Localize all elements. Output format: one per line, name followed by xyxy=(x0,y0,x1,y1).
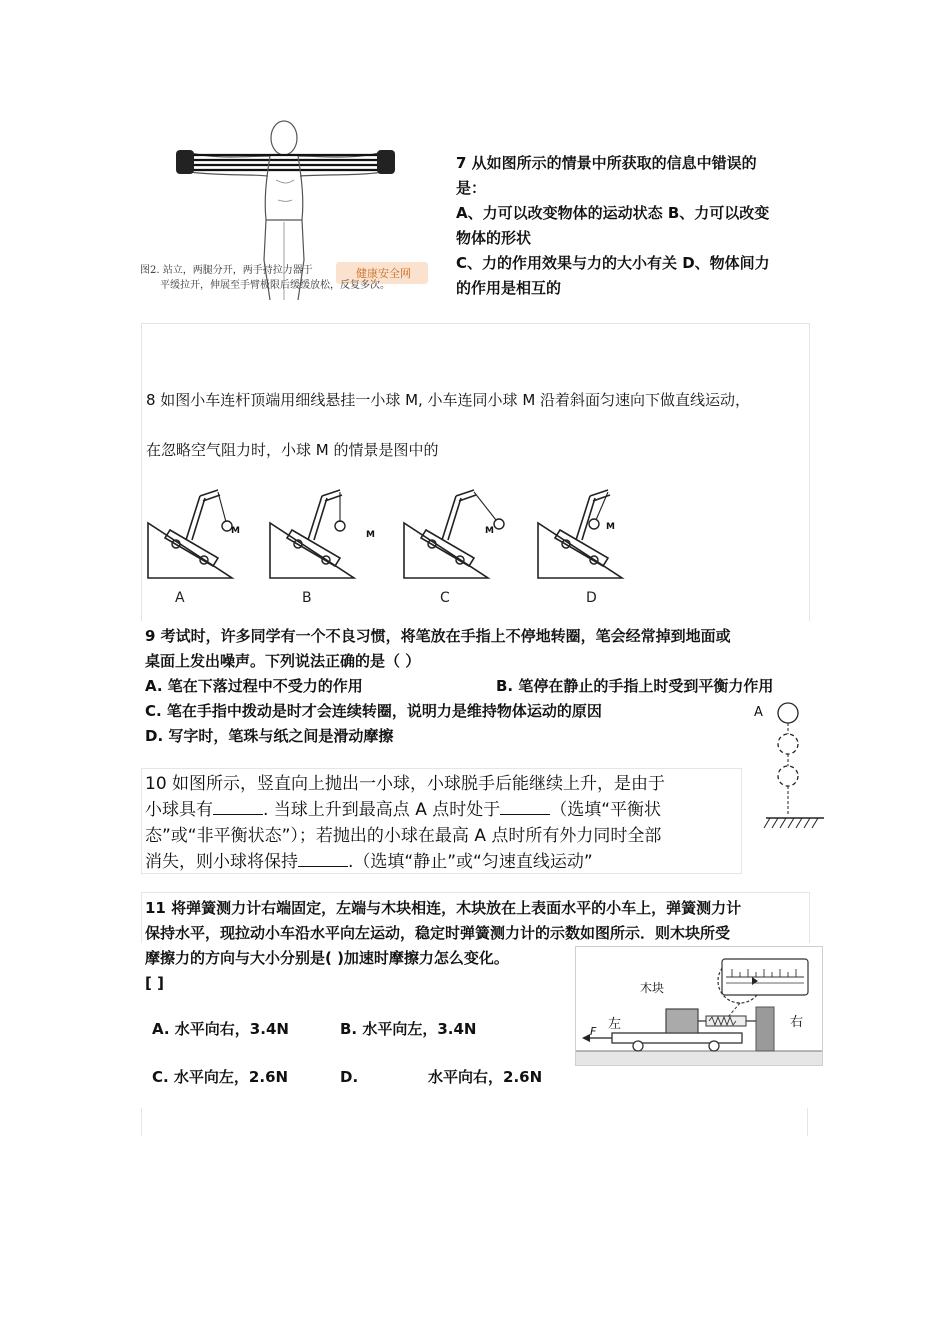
q9-question-line2: 桌面上发出噪声。下列说法正确的是（ ） xyxy=(145,652,421,670)
q10-line1: 10 如图所示，竖直向上抛出一小球，小球脱手后能继续上升，是由于 xyxy=(145,774,666,794)
watermark-logo-text: 健康安全网 xyxy=(356,267,411,280)
incline-cart-diagrams xyxy=(140,478,660,613)
option-d-ball-label: M xyxy=(606,522,615,532)
page-bottom-rule-left xyxy=(141,1108,142,1136)
q11-spring-scale-figure xyxy=(575,946,823,1066)
fig-right-label: 右 xyxy=(790,1015,804,1030)
q9-option-b: B. 笔停在静止的手指上时受到平衡力作用 xyxy=(496,677,774,695)
q10-line4-part1: 消失，则小球将保持 xyxy=(145,852,298,872)
q7-option-ab: A、力可以改变物体的运动状态 B、力可以改变 xyxy=(456,204,770,222)
q8-question-line2: 在忽略空气阻力时，小球 M 的情景是图中的 xyxy=(146,441,439,459)
q7-option-b-cont: 物体的形状 xyxy=(456,229,532,247)
q9-option-a: A. 笔在下落过程中不受力的作用 xyxy=(145,677,363,695)
q10-blank-3[interactable] xyxy=(298,852,348,867)
q11-question-line1: 11 将弹簧测力计右端固定，左端与木块相连，木块放在上表面水平的小车上，弹簧测力计 xyxy=(145,899,742,917)
q8-option-b-label: B xyxy=(302,590,312,606)
q10-blank-2[interactable] xyxy=(500,800,550,815)
option-c-ball-label: M xyxy=(485,526,494,536)
q11-option-a: A. 水平向右，3.4N xyxy=(152,1020,289,1038)
page-bottom-rule-right xyxy=(807,1108,808,1136)
option-a-ball-label: M xyxy=(231,526,240,536)
q10-blank-1[interactable] xyxy=(213,800,263,815)
q11-question-line2: 保持水平，现拉动小车沿水平向左运动，稳定时弹簧测力计的示数如图所示．则木块所受 xyxy=(145,924,731,942)
q10-line2-part2: . 当球上升到最高点 A 点时处于 xyxy=(263,800,501,820)
option-d-diagram xyxy=(538,490,622,578)
q11-option-d-text: 水平向右，2.6N xyxy=(428,1068,543,1086)
q11-answer-bracket: [ ] xyxy=(145,974,164,992)
q10-line2-part3: （选填“平衡状 xyxy=(550,800,662,820)
q8-option-c-label: C xyxy=(440,590,450,606)
option-a-diagram xyxy=(148,490,232,578)
q7-option-cd: C、力的作用效果与力的大小有关 D、物体间力 xyxy=(456,254,770,272)
watermark-logo xyxy=(336,262,428,284)
option-b-ball-label: M xyxy=(366,530,375,540)
q11-option-b: B. 水平向左，3.4N xyxy=(340,1020,477,1038)
q8-option-a-label: A xyxy=(175,590,185,606)
q10-line3: 态”或“非平衡状态”）；若抛出的小球在最高 A 点时所有外力同时全部 xyxy=(145,826,662,846)
q7-option-d-cont: 的作用是相互的 xyxy=(456,279,562,297)
q9-option-d: D. 写字时，笔珠与纸之间是滑动摩擦 xyxy=(145,727,394,745)
q7-caption-line2: 平缓拉开，伸展至手臂极限后缓缓放松，反复多次。 xyxy=(160,280,390,291)
q11-option-c: C. 水平向左，2.6N xyxy=(152,1068,289,1086)
q8-option-d-label: D xyxy=(586,590,597,606)
q10-line4-part2: .（选填“静止”或“匀速直线运动” xyxy=(348,852,593,872)
q7-question-line2: 是： xyxy=(456,179,487,197)
q8-figures xyxy=(140,478,660,613)
q10-line2-part1: 小球具有 xyxy=(145,800,213,820)
option-b-diagram xyxy=(270,490,354,578)
q7-caption-line1: 图2. 站立，两腿分开，两手持拉力器于 xyxy=(140,265,313,276)
q7-question-line1: 7 从如图所示的情景中所获取的信息中错误的 xyxy=(456,154,757,172)
fig-block-label: 木块 xyxy=(640,981,665,995)
q9-option-c: C. 笔在手指中拨动是时才会连续转圈，说明力是维持物体运动的原因 xyxy=(145,702,602,720)
point-a-label: A xyxy=(754,705,763,720)
q8-question-line1: 8 如图小车连杆顶端用细线悬挂一小球 M, 小车连同小球 M 沿着斜面匀速向下做直线运动， xyxy=(146,391,751,409)
q10-thrown-ball-figure xyxy=(752,700,828,832)
cart-block-spring-diagram xyxy=(576,947,822,1065)
ball-trajectory-diagram xyxy=(752,700,828,832)
q10-line2 xyxy=(145,797,661,823)
q10-line4 xyxy=(145,849,593,875)
fig-left-label: 左 xyxy=(608,1017,622,1032)
q11-question-line3: 摩擦力的方向与大小分别是( )加速时摩擦力怎么变化。 xyxy=(145,949,509,967)
q9-question-line1: 9 考试时，许多同学有一个不良习惯，将笔放在手指上不停地转圈，笔会经常掉到地面或 xyxy=(145,627,731,645)
q11-option-d-letter: D. xyxy=(340,1068,359,1086)
fig-force-label: F xyxy=(590,1025,597,1038)
